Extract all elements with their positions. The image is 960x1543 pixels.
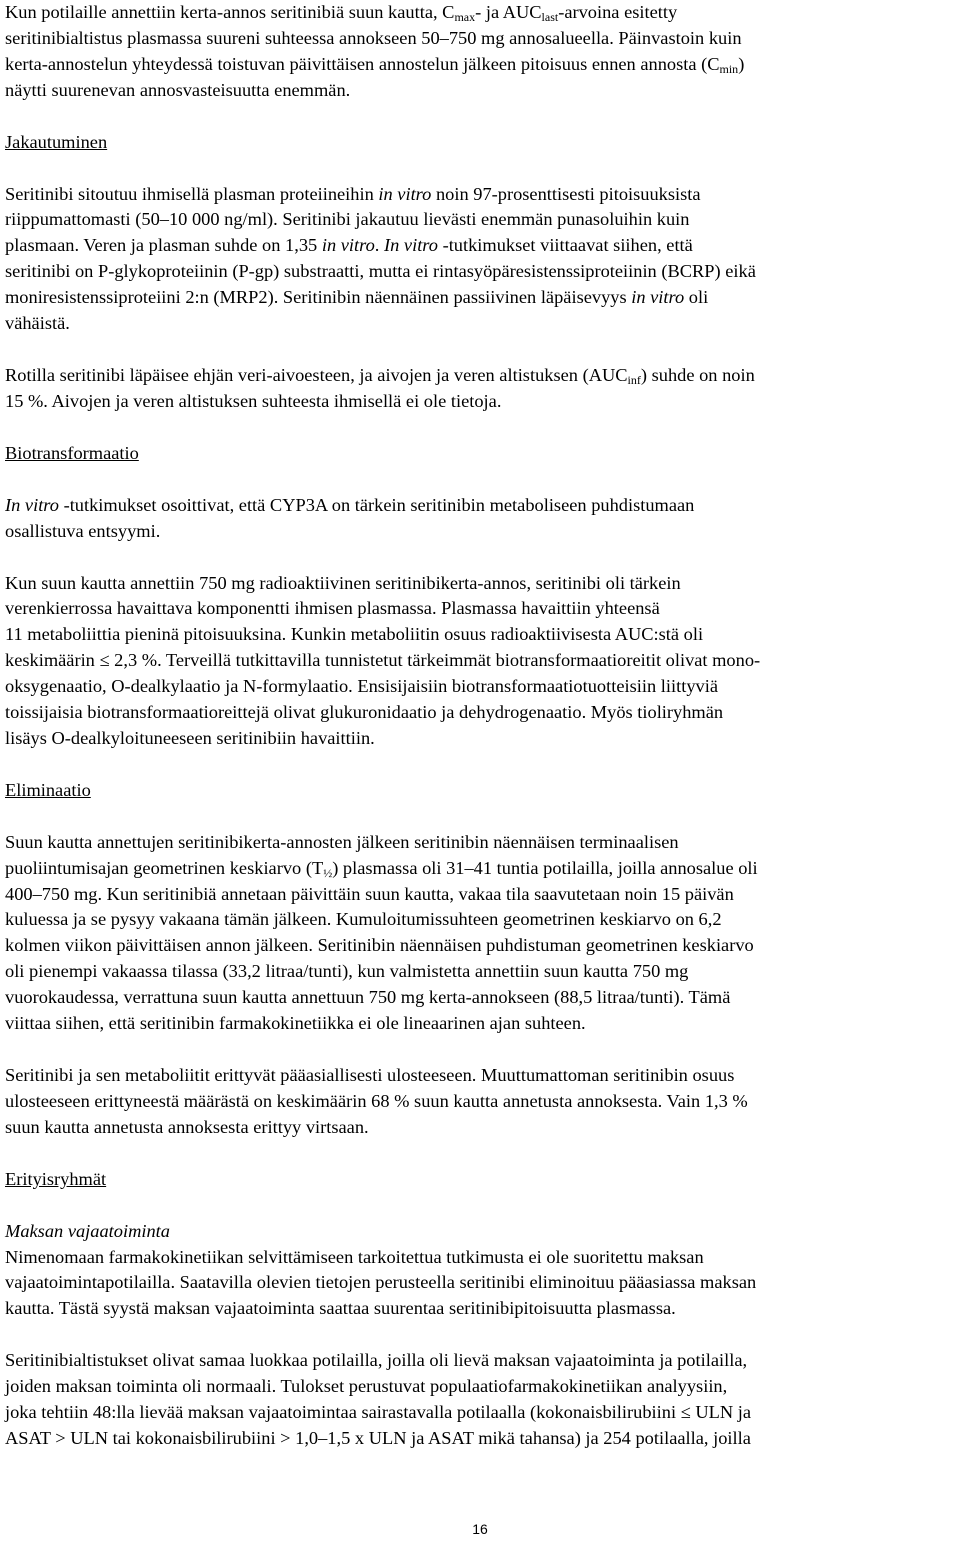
text-run: -tutkimukset osoittivat, että CYP3A on tärkein seritinibin metaboliseen puhdistumaan <box>58 494 695 515</box>
text-run: . <box>374 235 384 256</box>
text-line: vajaatoimintapotilailla. Saatavilla olevien tietojen perusteella seritinibi eliminoituu pääasiassa maksan <box>5 1272 757 1293</box>
text-run: plasmaan. Veren ja plasman suhde on 1,35 <box>5 235 322 256</box>
text-run: -tutkimukset viittaavat siihen, että <box>437 235 693 256</box>
text-line: riippumattomasti (50–10 000 ng/ml). Seritinibi jakautuu lievästi enemmän punasoluihin kuin <box>5 209 690 230</box>
text-line: kuluessa ja se pysyy vakaana tämän jälkeen. Kumuloitumissuhteen geometrinen keskiarvo on 6,2 <box>5 909 722 930</box>
text-line: näytti suurenevan annosvasteisuutta enemmän. <box>5 79 351 100</box>
text-line: Seritinibialtistukset olivat samaa luokkaa potilailla, joilla oli lievä maksan vajaatoiminta ja potilailla, <box>5 1350 748 1371</box>
text-run: ) plasmassa oli 31–41 tuntia potilailla, joilla annosalue oli <box>332 857 758 878</box>
subscript: min <box>719 61 739 76</box>
section-heading-eliminaatio: Eliminaatio <box>5 779 91 800</box>
text-run: Rotilla seritinibi läpäisee ehjän veri-aivoesteen, ja aivojen ja veren altistuksen (AUC <box>5 364 628 385</box>
text-run: -arvoina esitetty <box>558 2 678 22</box>
text-line: toissijaisia biotransformaatioreittejä olivat glukuronidaatio ja dehydrogenaatio. Myös tioliryhmän <box>5 702 724 723</box>
text-run: oli <box>684 287 709 308</box>
text-line: oksygenaatio, O-dealkylaatio ja N-formylaatio. Ensisijaisiin biotransformaatiotuotteisiin liittyviä <box>5 676 718 697</box>
text-line: Suun kautta annettujen seritinibikerta-annosten jälkeen seritinibin näennäisen terminaalisen <box>5 831 679 852</box>
subheading-maksan-vajaatoiminta: Maksan vajaatoiminta <box>5 1220 170 1241</box>
text-run: ) <box>738 53 745 74</box>
text-line <box>5 493 955 519</box>
text-line <box>5 856 955 882</box>
text-line <box>5 285 955 311</box>
text-line <box>5 0 955 26</box>
text-line: vuorokaudessa, verrattuna suun kautta annettuun 750 mg kerta-annokseen (88,5 litraa/tunti). Tämä <box>5 987 731 1008</box>
italic-text: in vitro <box>378 183 432 204</box>
paragraph-metabolites <box>5 571 955 752</box>
text-line: verenkierrossa havaittava komponentti ihmisen plasmassa. Plasmassa havaittiin yhteensä <box>5 598 660 619</box>
text-line: 15 %. Aivojen ja veren altistuksen suhteesta ihmisellä ei ole tietoja. <box>5 390 502 411</box>
text-line: keskimäärin ≤ 2,3 %. Terveillä tutkittavilla tunnistetut tärkeimmät biotransformaatioreitit olivat mono- <box>5 650 761 671</box>
text-line: joiden maksan toiminta oli normaali. Tulokset perustuvat populaatiofarmakokinetiikan analyysiin, <box>5 1376 728 1397</box>
text-run: noin 97-prosenttisesti pitoisuuksista <box>431 183 701 204</box>
italic-text: in vitro <box>321 235 375 256</box>
text-run: - ja AUC <box>475 2 542 22</box>
paragraph-half-life <box>5 830 955 1037</box>
section-heading-biotransformaatio: Biotransformaatio <box>5 442 139 463</box>
text-line: ulosteeseen erittyneestä määrästä on keskimäärin 68 % suun kautta annetusta annoksesta. Vain 1,3 % <box>5 1090 748 1111</box>
paragraph-hepatic-impairment <box>5 1245 955 1323</box>
italic-text: in vitro <box>631 287 685 308</box>
paragraph-dose-proportionality <box>5 0 955 104</box>
text-run: Kun potilaille annettiin kerta-annos seritinibiä suun kautta, C <box>5 2 455 22</box>
text-line: ASAT > ULN tai kokonaisbilirubiini > 1,0–1,5 x ULN ja ASAT mikä tahansa) ja 254 potilaalla, joilla <box>5 1427 751 1448</box>
paragraph-distribution <box>5 182 955 337</box>
paragraph-cyp3a <box>5 493 955 545</box>
text-run: kerta-annostelun yhteydessä toistuvan päivittäisen annostelun jälkeen pitoisuus ennen annosta (C <box>5 53 720 74</box>
document-page <box>5 0 955 1478</box>
paragraph-mild-hepatic-impairment <box>5 1348 955 1452</box>
text-line: kautta. Tästä syystä maksan vajaatoiminta saattaa suurentaa seritinibipitoisuutta plasmassa. <box>5 1298 676 1319</box>
text-line: vähäistä. <box>5 313 70 334</box>
italic-text: In vitro <box>384 235 438 256</box>
text-run: ) suhde on noin <box>640 364 755 385</box>
text-line <box>5 182 955 208</box>
text-line: oli pienempi vakaassa tilassa (33,2 litraa/tunti), kun valmistetta annettiin suun kautta 750 mg <box>5 961 689 982</box>
subscript: ½ <box>323 865 333 880</box>
text-line: Kun suun kautta annettiin 750 mg radioaktiivinen seritinibikerta-annos, seritinibi oli tärkein <box>5 572 681 593</box>
subscript: inf <box>627 372 641 387</box>
text-line <box>5 52 955 78</box>
text-line: 400–750 mg. Kun seritinibiä annetaan päivittäin suun kautta, vakaa tila saavutetaan noin 15 päivän <box>5 883 734 904</box>
section-heading-jakautuminen: Jakautuminen <box>5 131 108 152</box>
text-line <box>5 363 955 389</box>
italic-text: In vitro <box>5 494 59 515</box>
section-heading-erityisryhmat: Erityisryhmät <box>5 1168 107 1189</box>
text-line: seritinibialtistus plasmassa suureni suhteessa annokseen 50–750 mg annosalueella. Päinvastoin kuin <box>5 27 742 48</box>
text-line <box>5 233 955 259</box>
text-line: lisäys O-dealkyloituneeseen seritinibiin havaittiin. <box>5 727 375 748</box>
text-line: viittaa siihen, että seritinibin farmakokinetiikka ei ole lineaarinen ajan suhteen. <box>5 1013 586 1034</box>
text-run: moniresistenssiproteiini 2:n (MRP2). Seritinibin näennäinen passiivinen läpäisevyys <box>5 287 632 308</box>
text-run: Seritinibi sitoutuu ihmisellä plasman proteiineihin <box>5 183 379 204</box>
paragraph-blood-brain-barrier <box>5 363 955 415</box>
text-line: 11 metaboliittia pieninä pitoisuuksina. Kunkin metaboliitin osuus radioaktiivisesta AUC:stä oli <box>5 624 704 645</box>
text-line: seritinibi on P-glykoproteiinin (P-gp) substraatti, mutta ei rintasyöpäresistenssiproteiinin (BCRP) eikä <box>5 261 756 282</box>
text-line: Seritinibi ja sen metaboliitit erittyvät pääasiallisesti ulosteeseen. Muuttumattoman seritinibin osuus <box>5 1065 735 1085</box>
page-number: 16 <box>472 1521 488 1537</box>
text-line: suun kautta annetusta annoksesta erittyy virtsaan. <box>5 1116 369 1137</box>
text-line: joka tehtiin 48:lla lievää maksan vajaatoimintaa sairastavalla potilaalla (kokonaisbilirubiini ≤ ULN ja <box>5 1402 752 1423</box>
text-line: osallistuva entsyymi. <box>5 520 161 541</box>
text-line: Nimenomaan farmakokinetiikan selvittämiseen tarkoitettua tutkimusta ei ole suoritettu maksan <box>5 1246 704 1267</box>
paragraph-excretion <box>5 1063 955 1141</box>
subscript: max <box>454 10 476 24</box>
subscript: last <box>541 10 559 24</box>
text-run: puoliintumisajan geometrinen keskiarvo (T <box>5 857 324 878</box>
text-line: kolmen viikon päivittäisen annon jälkeen. Seritinibin näennäisen puhdistuman geometrinen keskiarvo <box>5 935 754 956</box>
